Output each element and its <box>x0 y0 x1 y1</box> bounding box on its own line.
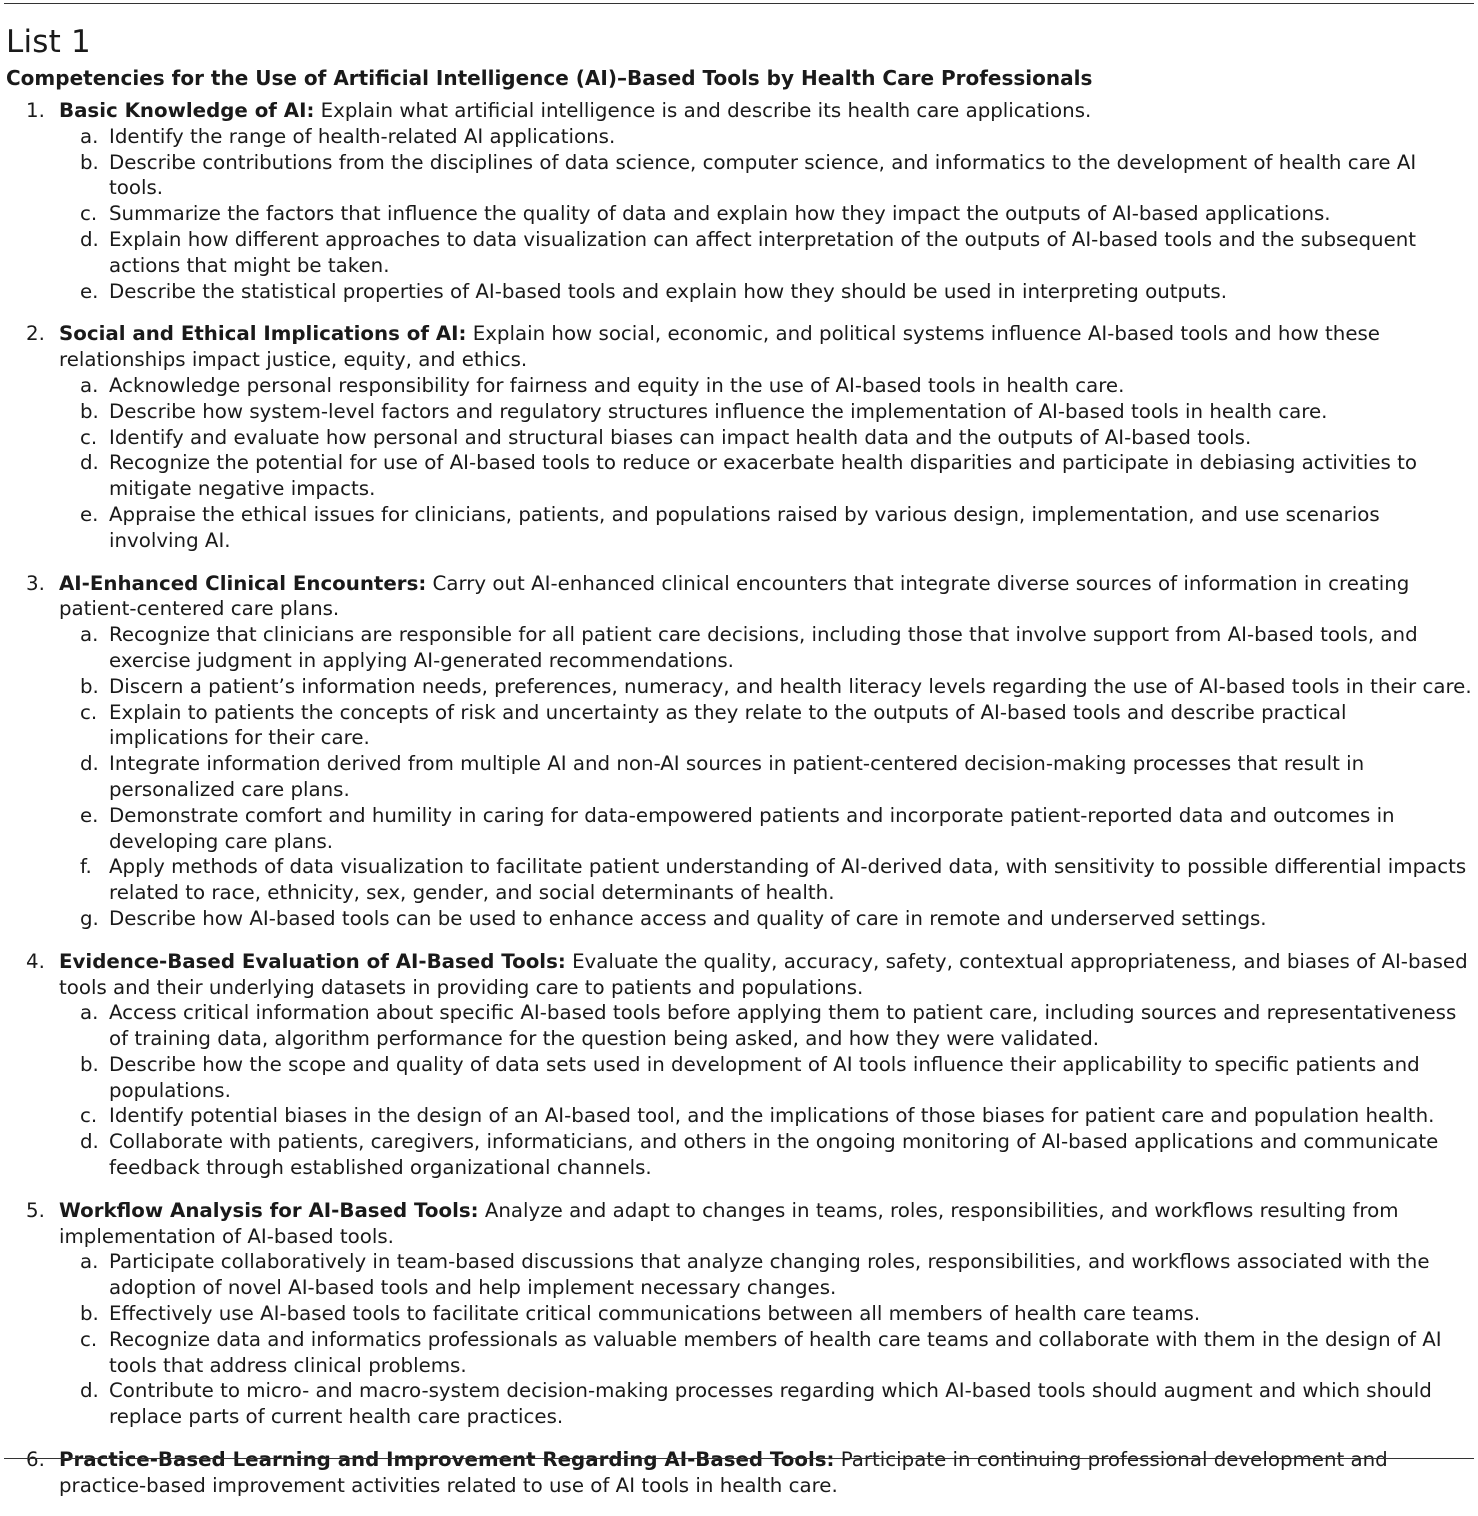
sub-text: Summarize the factors that influence the quality of data and explain how they impact the outputs of AI-based applications. <box>109 202 1331 226</box>
sub-letter: a. <box>80 1250 99 1274</box>
sub-competency <box>59 751 1472 803</box>
sub-text: Explain to patients the concepts of risk and uncertainty as they relate to the outputs of AI-based tools and describe practical implications for their care. <box>109 700 1347 750</box>
sub-letter: c. <box>80 1104 98 1128</box>
section-heading: Evidence-Based Evaluation of AI-Based Tools: <box>59 949 566 973</box>
section-text <box>59 321 1472 373</box>
sub-text: Describe how system-level factors and regulatory structures influence the implementation of AI-based tools in health care. <box>109 399 1328 423</box>
competency-section <box>6 571 1472 932</box>
sub-letter: e. <box>80 279 99 303</box>
sub-text: Integrate information derived from multiple AI and non-AI sources in patient-centered decision-making processes that result in personalized care plans. <box>109 752 1365 801</box>
competency-section <box>6 949 1472 1181</box>
sub-text: Effectively use AI-based tools to facilitate critical communications between all members of health care teams. <box>109 1302 1201 1326</box>
sub-competency <box>59 1052 1472 1104</box>
sub-text: Recognize data and informatics professionals as valuable members of health care teams and collaborate with them in the design of AI tools that address clinical problems. <box>109 1327 1442 1377</box>
list-title: Competencies for the Use of Artificial Intelligence (AI)–Based Tools by Health Care Professionals <box>6 66 1093 90</box>
sub-competency <box>59 1327 1472 1379</box>
section-heading: Workflow Analysis for AI-Based Tools: <box>59 1198 479 1222</box>
sub-letter: a. <box>80 124 99 148</box>
section-heading: AI-Enhanced Clinical Encounters: <box>59 571 427 595</box>
section-number: 1. <box>26 99 45 122</box>
sub-letter: b. <box>80 399 99 423</box>
sub-competency <box>59 399 1472 425</box>
sub-letter: b. <box>80 674 99 698</box>
sub-letter: b. <box>80 150 99 174</box>
sub-text: Explain how different approaches to data visualization can affect interpretation of the outputs of AI-based tools and the subsequent actions that might be taken. <box>109 227 1417 277</box>
sub-text: Recognize the potential for use of AI-based tools to reduce or exacerbate health disparities and participate in debiasing activities to mitigate negative impacts. <box>109 451 1417 501</box>
section-description: Explain what artificial intelligence is and describe its health care applications. <box>320 99 1092 122</box>
competency-section <box>6 98 1472 304</box>
sub-competency <box>59 1249 1472 1301</box>
document-body <box>6 20 1472 1516</box>
section-number: 6. <box>26 1448 45 1472</box>
sub-competency <box>59 803 1472 855</box>
sub-letter: b. <box>80 1302 99 1326</box>
sub-competency <box>59 1129 1472 1181</box>
sub-text: Appraise the ethical issues for clinicians, patients, and populations raised by various design, implementation, and use scenarios involving AI. <box>109 502 1380 552</box>
sub-competency <box>59 279 1472 305</box>
sub-letter: e. <box>80 502 99 526</box>
sub-letter: d. <box>80 752 99 776</box>
sub-competency <box>59 1103 1472 1129</box>
sub-text: Collaborate with patients, caregivers, informaticians, and others in the ongoing monitoring of AI-based applications and communicate feedback through established organizational channels. <box>109 1130 1439 1180</box>
competency-list <box>6 98 1472 1499</box>
sub-letter: c. <box>80 425 98 449</box>
section-number: 3. <box>26 571 45 595</box>
sub-letter: c. <box>80 700 98 724</box>
sub-text: Demonstrate comfort and humility in caring for data-empowered patients and incorporate patient-reported data and outcomes in developing care plans. <box>109 803 1395 853</box>
sub-letter: d. <box>80 1379 99 1403</box>
section-description: Participate in continuing professional development and practice-based improvement activities related to use of AI tools in health care. <box>59 1448 1388 1497</box>
section-text <box>59 949 1472 1001</box>
sub-text: Describe the statistical properties of AI-based tools and explain how they should be used in interpreting outputs. <box>109 279 1227 303</box>
sub-competency <box>59 124 1472 150</box>
sub-competency <box>59 622 1472 674</box>
section-description: Carry out AI-enhanced clinical encounters that integrate diverse sources of information in creating patient-centered care plans. <box>59 571 1410 621</box>
sub-competency <box>59 854 1472 906</box>
sub-competency <box>59 700 1472 752</box>
section-number: 2. <box>26 322 45 346</box>
section-text <box>59 98 1472 124</box>
sub-text: Access critical information about specific AI-based tools before applying them to patient care, including sources and representativeness of training data, algorithm performance for the question being asked, and how they were validated. <box>109 1001 1457 1051</box>
section-heading: Social and Ethical Implications of AI: <box>59 322 467 346</box>
sub-competency-list <box>59 1249 1472 1430</box>
sub-competency-list <box>59 373 1472 554</box>
sub-competency-list <box>59 124 1472 305</box>
sub-letter: c. <box>80 202 98 226</box>
section-description: Evaluate the quality, accuracy, safety, contextual appropriateness, and biases of AI-based tools and their underlying datasets in providing care to patients and populations. <box>59 949 1468 999</box>
sub-competency <box>59 373 1472 399</box>
sub-competency <box>59 906 1472 932</box>
sub-text: Apply methods of data visualization to facilitate patient understanding of AI-derived data, with sensitivity to possible differential impacts related to race, ethnicity, sex, gender, and social determinants of health. <box>109 855 1467 905</box>
sub-letter: f. <box>80 855 92 879</box>
sub-letter: d. <box>80 227 99 251</box>
competency-section <box>6 1198 1472 1430</box>
sub-competency-list <box>59 622 1472 932</box>
sub-letter: a. <box>80 1001 99 1025</box>
sub-letter: b. <box>80 1052 99 1076</box>
sub-competency <box>59 450 1472 502</box>
section-description: Analyze and adapt to changes in teams, roles, responsibilities, and workflows resulting from implementation of AI-based tools. <box>59 1198 1399 1248</box>
sub-letter: d. <box>80 451 99 475</box>
sub-competency <box>59 425 1472 451</box>
top-rule <box>4 3 1474 4</box>
sub-text: Discern a patient’s information needs, preferences, numeracy, and health literacy levels regarding the use of AI-based tools in their care. <box>109 674 1472 698</box>
sub-letter: e. <box>80 803 99 827</box>
section-heading: Basic Knowledge of AI: <box>59 99 315 122</box>
sub-competency <box>59 201 1472 227</box>
bottom-rule <box>4 1458 1474 1459</box>
sub-text: Describe contributions from the disciplines of data science, computer science, and informatics to the development of health care AI tools. <box>109 150 1417 200</box>
section-description: Explain how social, economic, and political systems influence AI-based tools and how these relationships impact justice, equity, and ethics. <box>59 322 1380 372</box>
sub-text: Acknowledge personal responsibility for fairness and equity in the use of AI-based tools in health care. <box>109 373 1125 397</box>
sub-competency <box>59 1000 1472 1052</box>
section-number: 4. <box>26 949 45 973</box>
section-text <box>59 1198 1472 1250</box>
sub-competency <box>59 1301 1472 1327</box>
competency-section <box>6 1447 1472 1499</box>
section-number: 5. <box>26 1198 45 1222</box>
competency-section <box>6 321 1472 553</box>
sub-letter: a. <box>80 623 99 647</box>
sub-text: Identify and evaluate how personal and structural biases can impact health data and the outputs of AI-based tools. <box>109 425 1252 449</box>
section-heading: Practice-Based Learning and Improvement Regarding AI-Based Tools: <box>59 1448 835 1472</box>
sub-competency-list <box>59 1000 1472 1181</box>
sub-text: Describe how AI-based tools can be used to enhance access and quality of care in remote and underserved settings. <box>109 906 1267 930</box>
sub-text: Identify the range of health-related AI applications. <box>109 124 616 148</box>
sub-text: Describe how the scope and quality of data sets used in development of AI tools influence their applicability to specific patients and populations. <box>109 1052 1420 1102</box>
sub-letter: a. <box>80 373 99 397</box>
list-label: List 1 <box>6 24 91 60</box>
sub-competency <box>59 502 1472 554</box>
sub-competency <box>59 674 1472 700</box>
sub-competency <box>59 150 1472 202</box>
section-text <box>59 571 1472 623</box>
sub-text: Identify potential biases in the design of an AI-based tool, and the implications of those biases for patient care and population health. <box>109 1104 1435 1128</box>
sub-letter: g. <box>80 906 99 930</box>
sub-competency <box>59 227 1472 279</box>
sub-text: Contribute to micro- and macro-system decision-making processes regarding which AI-based tools should augment and which should replace parts of current health care practices. <box>109 1379 1432 1429</box>
section-text <box>59 1447 1472 1499</box>
sub-letter: c. <box>80 1327 98 1351</box>
sub-competency <box>59 1378 1472 1430</box>
sub-text: Recognize that clinicians are responsible for all patient care decisions, including those that involve support from AI-based tools, and exercise judgment in applying AI-generated recommendations. <box>109 623 1418 672</box>
sub-letter: d. <box>80 1130 99 1154</box>
sub-text: Participate collaboratively in team-based discussions that analyze changing roles, responsibilities, and workflows associated with the adoption of novel AI-based tools and help implement necessary changes. <box>109 1250 1430 1300</box>
